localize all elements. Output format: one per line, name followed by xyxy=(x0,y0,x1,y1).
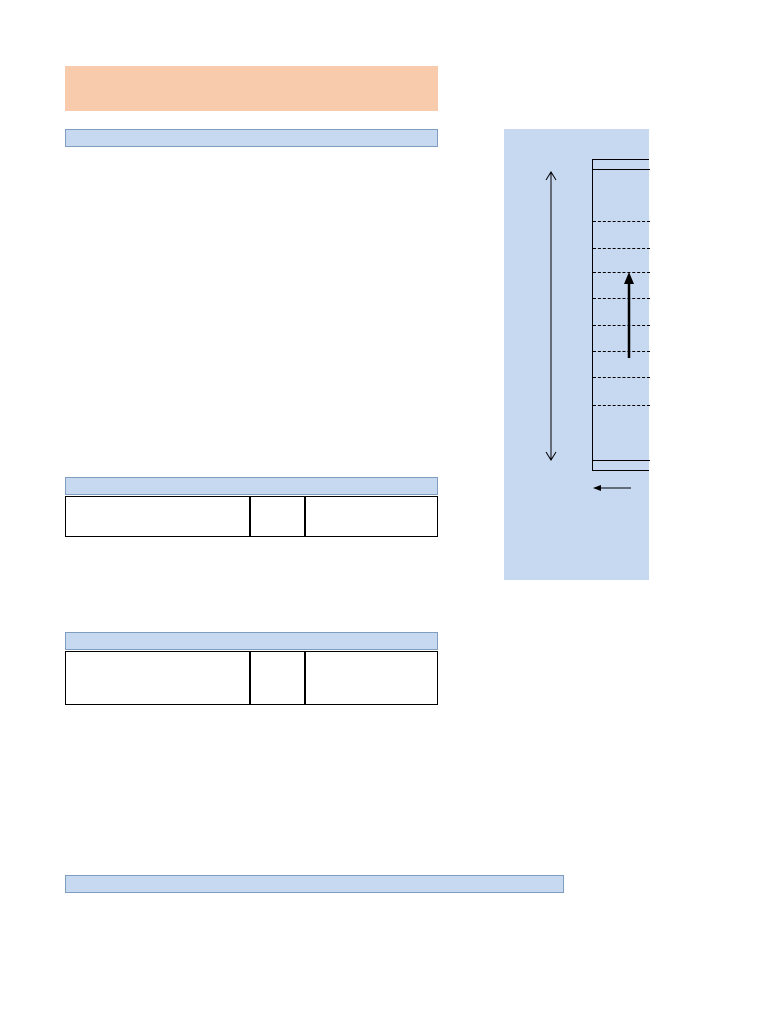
down-arrow-head-icon xyxy=(624,272,634,284)
left-arrow-icon xyxy=(593,485,601,491)
